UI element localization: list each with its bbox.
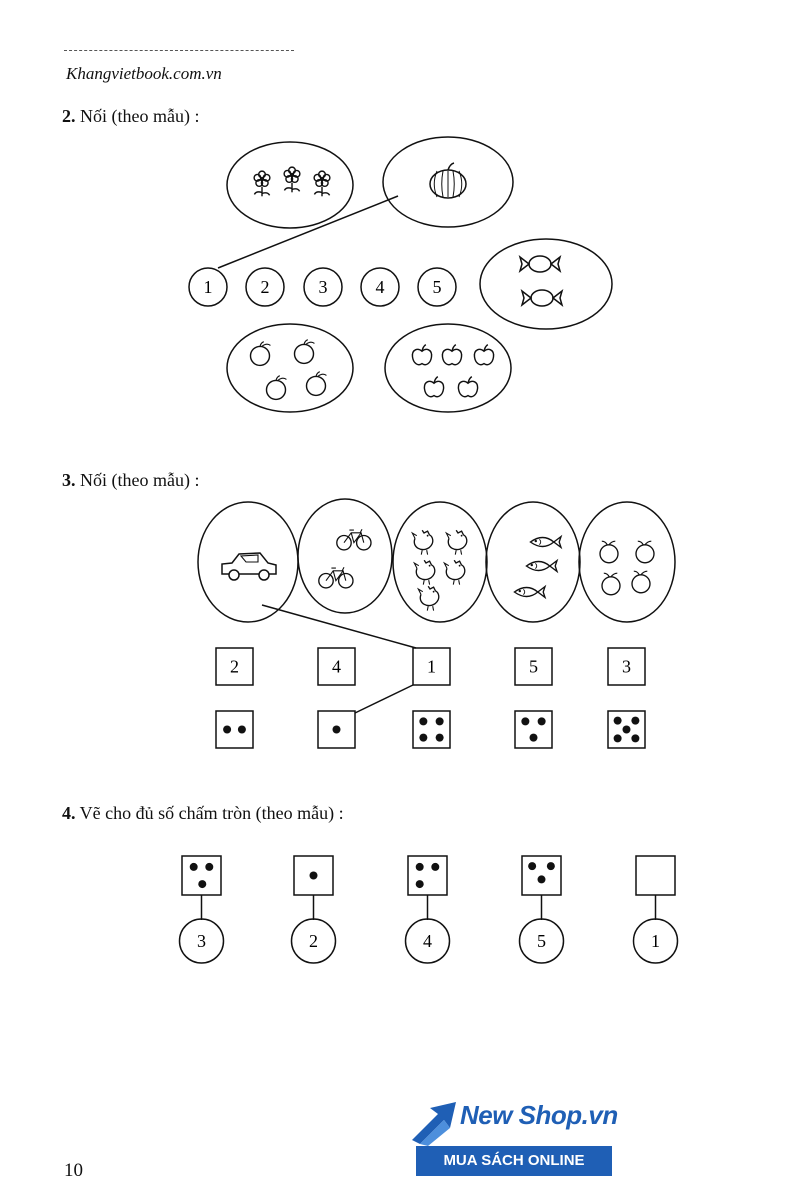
exercise-4-instruction: Vẽ cho đủ số chấm tròn (theo mẫu) : bbox=[75, 803, 344, 823]
ex2-number-5 bbox=[418, 268, 456, 306]
ex3-dots-box-4-frame bbox=[515, 711, 552, 748]
exercise-2-number: 2. bbox=[62, 106, 76, 126]
ex2-number-1 bbox=[189, 268, 227, 306]
fruit-icon bbox=[602, 573, 620, 595]
ex4-number-1-label: 1 bbox=[651, 931, 660, 951]
ex3-dots-box-3-dot bbox=[419, 717, 427, 725]
ex3-dots-box-3-dot bbox=[436, 734, 444, 742]
ex3-dots-box-5-dot bbox=[631, 734, 639, 742]
exercise-3-instruction: Nối (theo mẫu) : bbox=[75, 470, 200, 490]
ex2-number-2 bbox=[246, 268, 284, 306]
orange-icon bbox=[295, 340, 315, 364]
fish-icon bbox=[526, 561, 557, 572]
ex3-dots-box-3-dot bbox=[419, 734, 427, 742]
ex4-number-5-label: 5 bbox=[537, 931, 546, 951]
ex3-dots-box-4-dot bbox=[530, 734, 538, 742]
ex4-dots-box-4-dot bbox=[547, 862, 555, 870]
pumpkin-icon bbox=[430, 163, 466, 198]
arrow-logo-icon bbox=[408, 1096, 468, 1146]
ex3-dots-box-1-frame bbox=[216, 711, 253, 748]
ex2-number-1-label: 1 bbox=[203, 277, 213, 297]
ex3-sample-line-bottom bbox=[355, 685, 413, 713]
ex4-dots-box-4-dot bbox=[538, 875, 546, 883]
apple-icon bbox=[442, 345, 461, 365]
orange-icon bbox=[307, 372, 327, 396]
ex4-dots-box-3 bbox=[408, 856, 447, 895]
ex3-dots-box-5 bbox=[608, 711, 645, 748]
ex2-number-3 bbox=[304, 268, 342, 306]
flower-icon bbox=[314, 171, 330, 196]
ex3-number-box-3-label: 3 bbox=[622, 656, 631, 677]
logo-tagline: MUA SÁCH ONLINE bbox=[416, 1146, 612, 1176]
ex3-number-box-5-label: 5 bbox=[529, 656, 538, 677]
ex4-dots-box-1-frame bbox=[182, 856, 221, 895]
exercise-4-number: 4. bbox=[62, 803, 76, 823]
fish-icon bbox=[514, 587, 545, 598]
site-watermark: Khangvietbook.com.vn bbox=[66, 64, 222, 83]
ex4-dots-box-4-dot bbox=[528, 862, 536, 870]
ex2-number-2-label: 2 bbox=[260, 277, 270, 297]
ex4-dots-box-1-dot bbox=[205, 863, 213, 871]
chicken-icon bbox=[418, 586, 439, 610]
orange-icon bbox=[267, 376, 287, 400]
ex4-number-4 bbox=[406, 919, 450, 963]
ex2-sample-line bbox=[218, 196, 398, 268]
ex2-number-3-label: 3 bbox=[318, 277, 328, 297]
ex3-dots-box-1-dot bbox=[238, 726, 246, 734]
ex3-number-box-2 bbox=[216, 648, 253, 685]
ex3-dots-box-4 bbox=[515, 711, 552, 748]
logo-brand: New Shop.vn bbox=[460, 1100, 618, 1130]
exercise-3-number: 3. bbox=[62, 470, 76, 490]
ex4-dots-box-2-dot bbox=[310, 872, 318, 880]
ex2-number-4-label: 4 bbox=[375, 277, 385, 297]
ex4-dots-box-2 bbox=[294, 856, 333, 895]
ex2-candies-oval bbox=[480, 239, 612, 329]
chicken-icon bbox=[444, 560, 465, 584]
apple-icon bbox=[458, 377, 477, 397]
ex3-number-box-1-label: 1 bbox=[427, 656, 436, 677]
chicken-icon bbox=[414, 560, 435, 584]
ex2-oranges-oval bbox=[227, 324, 353, 412]
ex3-number-box-5 bbox=[515, 648, 552, 685]
ex4-number-3 bbox=[180, 919, 224, 963]
ex2-number-5-label: 5 bbox=[432, 277, 442, 297]
page-number: 10 bbox=[64, 1160, 83, 1181]
fruit-icon bbox=[636, 541, 654, 563]
ex4-dots-box-5 bbox=[636, 856, 675, 895]
ex3-dots-box-3-dot bbox=[436, 717, 444, 725]
ex3-dots-box-5-dot bbox=[623, 726, 631, 734]
bicycle-icon bbox=[337, 529, 371, 550]
ex3-fruits-oval bbox=[579, 502, 675, 622]
ex4-dots-box-3-dot bbox=[416, 863, 424, 871]
candy-icon bbox=[522, 290, 562, 306]
ex3-number-box-1 bbox=[413, 648, 450, 685]
apple-icon bbox=[412, 345, 431, 365]
ex3-bicycles-oval bbox=[298, 499, 392, 613]
ex4-dots-box-3-dot bbox=[416, 880, 424, 888]
candy-icon bbox=[520, 256, 560, 272]
ex4-dots-box-4 bbox=[522, 856, 561, 895]
chicken-icon bbox=[446, 530, 467, 554]
ex4-number-1 bbox=[634, 919, 678, 963]
ex3-dots-box-4-dot bbox=[538, 717, 546, 725]
ex4-dots-box-1 bbox=[182, 856, 221, 895]
car-icon bbox=[222, 553, 276, 580]
flower-icon bbox=[284, 167, 300, 192]
ex3-dots-box-4-dot bbox=[521, 717, 529, 725]
ex3-dots-box-5-dot bbox=[614, 734, 622, 742]
ex4-number-2-label: 2 bbox=[309, 931, 318, 951]
ex3-dots-box-2-dot bbox=[333, 726, 341, 734]
ex2-flowers-oval bbox=[227, 142, 353, 228]
ex3-number-box-3 bbox=[608, 648, 645, 685]
exercise-2-instruction: Nối (theo mẫu) : bbox=[75, 106, 200, 126]
ex4-dots-box-3-dot bbox=[431, 863, 439, 871]
ex4-dots-box-5-frame bbox=[636, 856, 675, 895]
ex4-number-3-label: 3 bbox=[197, 931, 206, 951]
ex3-dots-box-2 bbox=[318, 711, 355, 748]
ex3-dots-box-3 bbox=[413, 711, 450, 748]
chicken-icon bbox=[412, 530, 433, 554]
ex3-dots-box-3-frame bbox=[413, 711, 450, 748]
ex3-number-box-2-label: 2 bbox=[230, 656, 239, 677]
ex3-dots-box-1-dot bbox=[223, 726, 231, 734]
ex4-dots-box-1-dot bbox=[198, 880, 206, 888]
fruit-icon bbox=[600, 541, 618, 563]
ex4-number-4-label: 4 bbox=[423, 931, 432, 951]
newshop-logo bbox=[408, 1096, 620, 1180]
ex3-number-box-4-label: 4 bbox=[332, 656, 341, 677]
ex3-chickens-oval bbox=[393, 502, 487, 622]
bicycle-icon bbox=[319, 567, 353, 588]
ex4-dots-box-3-frame bbox=[408, 856, 447, 895]
ex3-dots-box-1 bbox=[216, 711, 253, 748]
ex3-dots-box-5-dot bbox=[614, 717, 622, 725]
ex3-number-box-4 bbox=[318, 648, 355, 685]
ex2-number-4 bbox=[361, 268, 399, 306]
orange-icon bbox=[251, 342, 271, 366]
apple-icon bbox=[424, 377, 443, 397]
ex4-dots-box-1-dot bbox=[190, 863, 198, 871]
flower-icon bbox=[254, 171, 270, 196]
fish-icon bbox=[530, 537, 561, 548]
ex3-dots-box-5-dot bbox=[631, 717, 639, 725]
ex3-sample-line-top bbox=[262, 605, 416, 648]
ex4-number-2 bbox=[292, 919, 336, 963]
ex4-number-5 bbox=[520, 919, 564, 963]
apple-icon bbox=[474, 345, 493, 365]
ex2-apples-oval bbox=[385, 324, 511, 412]
fruit-icon bbox=[632, 571, 650, 593]
